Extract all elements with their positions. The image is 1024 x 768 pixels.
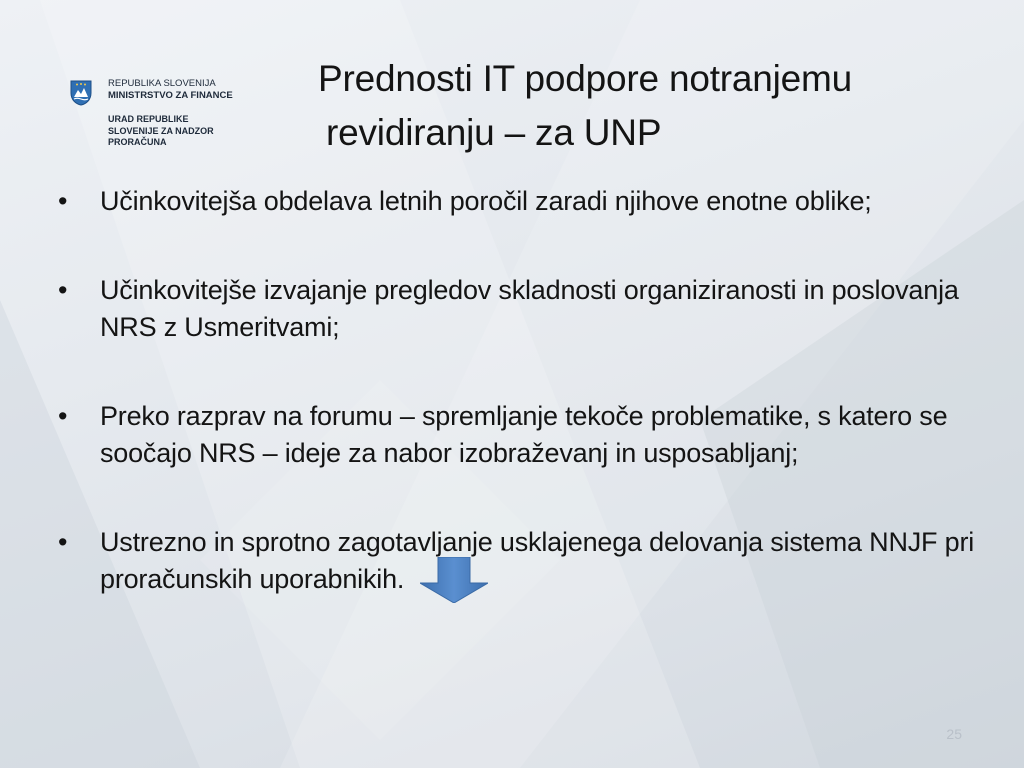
bullet-item: [58, 398, 978, 472]
office-label-line-3: PRORAČUNA: [108, 137, 167, 147]
office-label-line-2: SLOVENIJE ZA NADZOR: [108, 125, 214, 136]
page-number: 25: [946, 726, 962, 742]
slovenia-coat-of-arms-icon: [70, 80, 92, 106]
bullet-text: Ustrezno in sprotno zagotavljanje usklajenega delovanja sistema NNJF pri proračunskih uporabnikih.: [100, 527, 975, 594]
bullet-item: [58, 183, 978, 220]
slide-title: [300, 52, 980, 160]
office-label-line-1: URAD REPUBLIKE: [108, 114, 189, 124]
office-name: [108, 114, 214, 149]
bullet-text: Učinkovitejše izvajanje pregledov skladnosti organiziranosti in poslovanja NRS z Usmeritvami;: [100, 275, 959, 342]
republic-label: REPUBLIKA SLOVENIJA: [108, 78, 216, 89]
slide-title-line-2: revidiranju – za UNP: [326, 112, 662, 153]
bullet-text: Učinkovitejša obdelava letnih poročil zaradi njihove enotne oblike;: [100, 186, 872, 216]
bullet-marker: •: [58, 401, 68, 431]
bullet-marker: •: [58, 527, 68, 557]
down-arrow-icon: [420, 557, 488, 603]
ministry-label: MINISTRSTVO ZA FINANCE: [108, 90, 233, 101]
bullet-item: [58, 524, 978, 598]
bullet-text: Preko razprav na forumu – spremljanje tekoče problematike, s katero se soočajo NRS – ideje za nabor izobraževanj in usposabljanj;: [100, 401, 948, 468]
ministry-name: [108, 78, 233, 102]
bullet-list: [58, 183, 978, 598]
bullet-marker: •: [58, 275, 68, 305]
bullet-marker: •: [58, 186, 68, 216]
bullet-item: [58, 272, 978, 346]
slide-title-line-1: Prednosti IT podpore notranjemu: [318, 58, 853, 99]
